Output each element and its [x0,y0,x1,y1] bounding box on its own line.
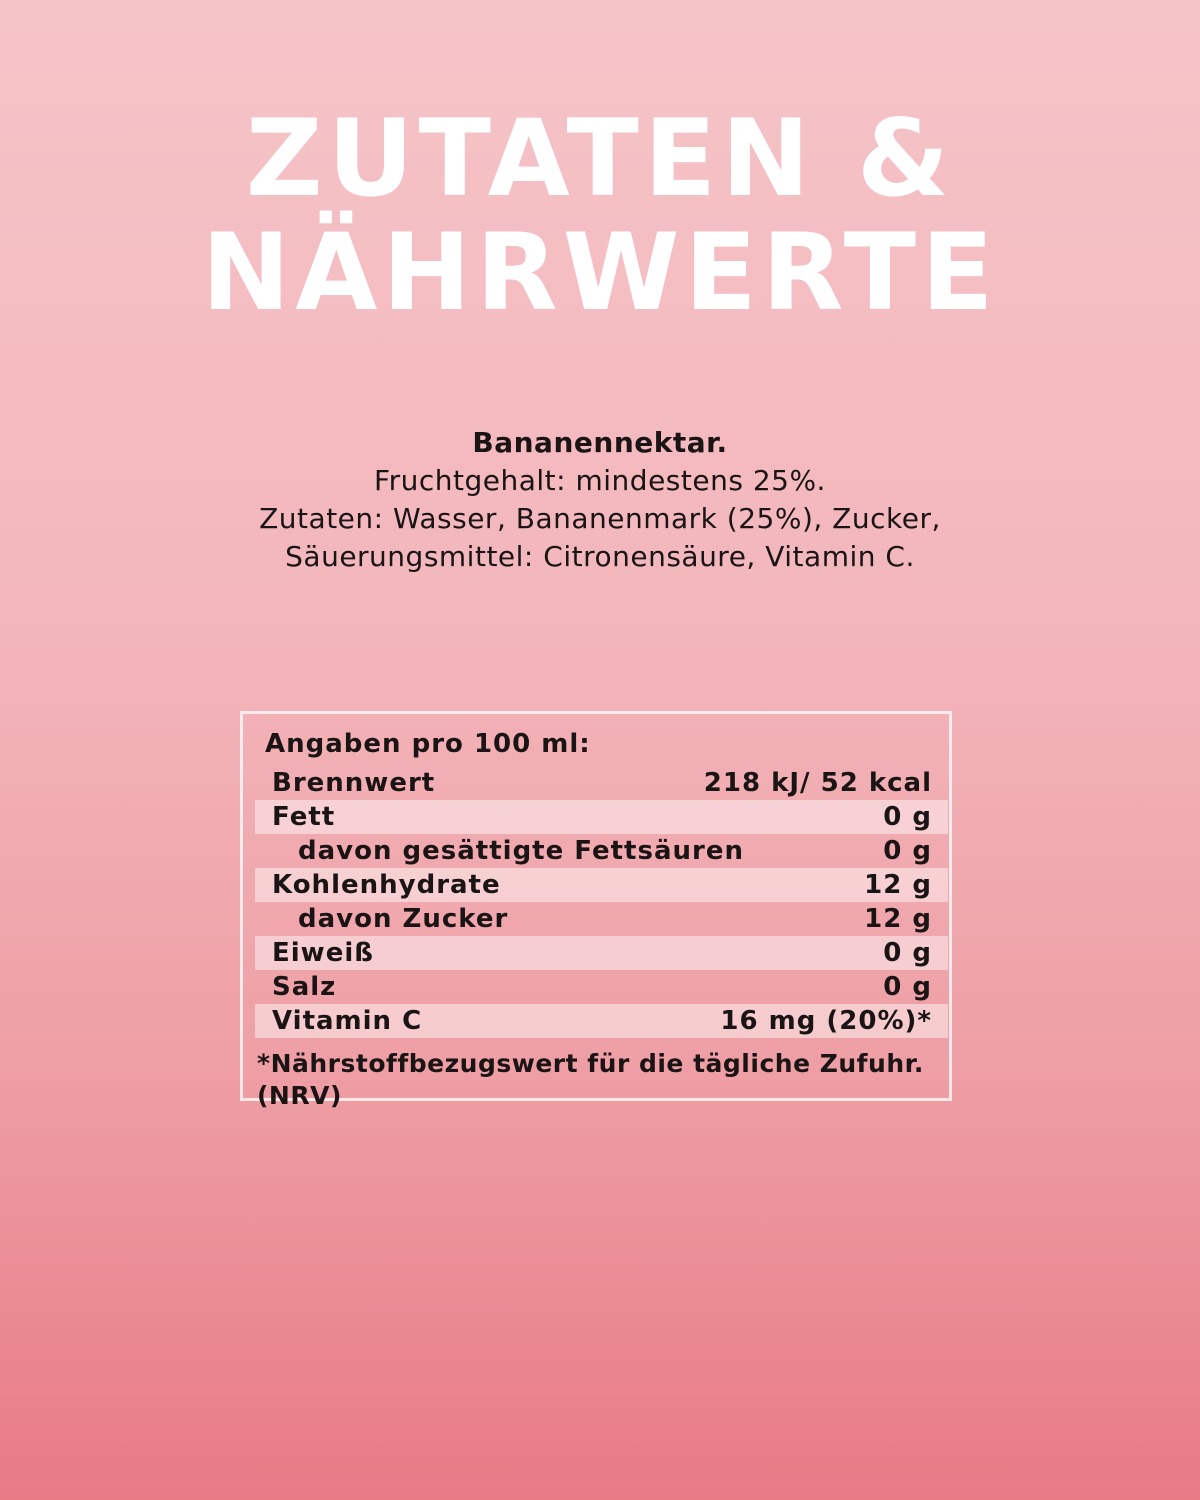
nutrition-label: davon Zucker [298,904,509,934]
nutrition-value: 0 g [883,802,932,832]
nutrition-row-fat [255,800,948,834]
nutrition-label: Eiweiß [272,938,374,968]
nutrition-value: 218 kJ/ 52 kcal [703,768,932,798]
nutrition-label: Fett [272,802,336,832]
ingredients-list-line-2: Säuerungsmittel: Citronensäure, Vitamin C. [285,540,915,573]
page-title [0,97,1200,334]
nutrition-value: 16 mg (20%)* [720,1006,932,1036]
nutrition-row-sugar [255,902,948,936]
nutrition-row-carbohydrates [255,868,948,902]
nutrition-label: Brennwert [272,768,436,798]
nutrition-label: davon gesättigte Fettsäuren [298,836,744,866]
title-line-2: NÄHRWERTE [201,211,999,334]
nutrition-value: 12 g [864,870,932,900]
nutrition-value: 0 g [883,938,932,968]
nutrition-header: Angaben pro 100 ml: [265,729,591,759]
nutrition-label: Vitamin C [272,1006,423,1036]
nutrition-label: Salz [272,972,337,1002]
nutrition-table [240,711,952,1110]
nutrition-value: 0 g [883,836,932,866]
nutrition-value: 0 g [883,972,932,1002]
nutrition-row-protein [255,936,948,970]
nutrition-row-saturated-fat [255,834,948,868]
nutrition-footnote: *Nährstoffbezugswert für die tägliche Zufuhr. (NRV) [257,1049,924,1110]
nutrition-value: 12 g [864,904,932,934]
nutrition-row-salt [255,970,948,1004]
title-line-1: ZUTATEN & [245,97,955,220]
nutrition-label: Kohlenhydrate [272,870,501,900]
nutrition-row-energy [255,766,948,800]
product-name: Bananennektar. [472,426,728,459]
fruit-content: Fruchtgehalt: mindestens 25%. [374,464,826,497]
ingredients-list-line-1: Zutaten: Wasser, Bananenmark (25%), Zucker, [259,502,941,535]
ingredients-block [100,424,1100,576]
nutrition-row-vitamin-c [255,1004,948,1038]
